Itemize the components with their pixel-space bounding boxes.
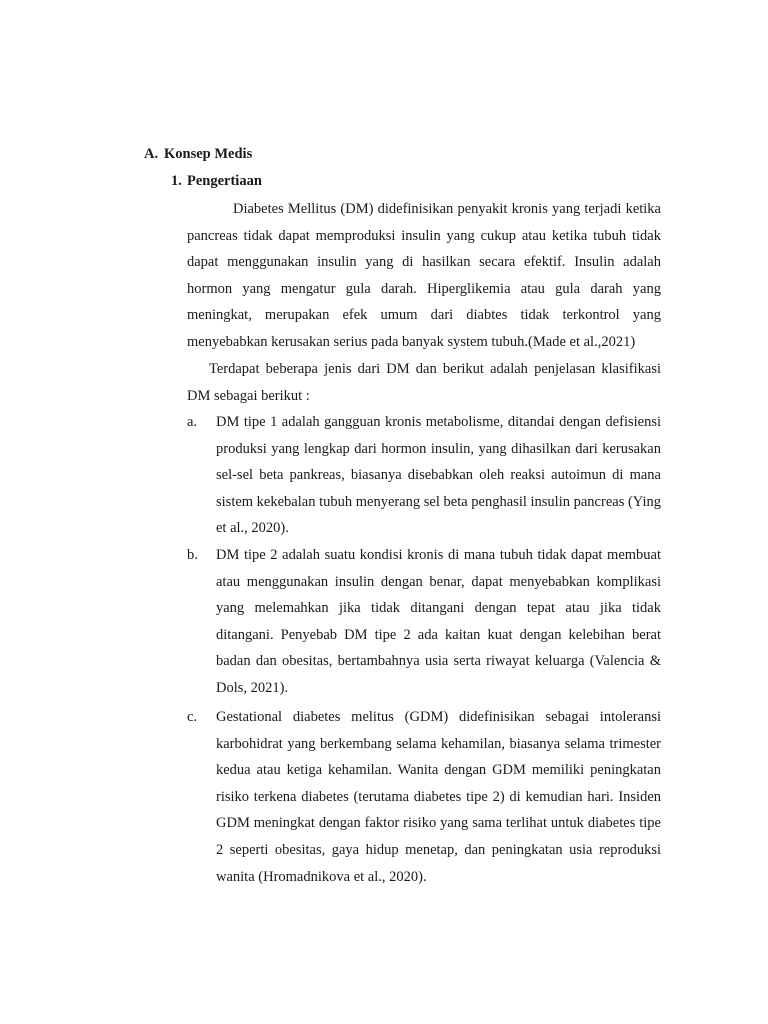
list-item-text: Gestational diabetes melitus (GDM) didefinisikan sebagai intoleransi karbohidrat yang berkembang selama kehamilan, biasanya selama trimester kedua atau ketiga kehamilan. Wanita dengan GDM memiliki peningkatan risiko terkena diabetes (terutama diabetes tipe 2) di kemudian hari. Insiden GDM meningkat dengan faktor risiko yang sama terlihat untuk diabetes tipe 2 seperti obesitas, gaya hidup menetap, dan peningkatan usia reproduksi wanita (Hromadnikova et al., 2020). [216, 709, 661, 885]
subsection-heading [171, 173, 262, 190]
list-item-text: DM tipe 1 adalah gangguan kronis metabolisme, ditandai dengan defisiensi produksi yang lengkap dari hormon insulin, yang dihasilkan dari kerusakan sel-sel beta pankreas, biasanya disebabkan oleh reaksi autoimun di mana sistem kekebalan tubuh menyerang sel beta penghasil insulin pancreas (Ying et al., 2020). [216, 414, 661, 537]
section-heading [144, 146, 252, 163]
list-item-text: DM tipe 2 adalah suatu kondisi kronis di mana tubuh tidak dapat membuat atau menggunakan insulin dengan benar, dapat menyebabkan komplikasi yang melemahkan jika tidak ditangani dengan tepat atau jika tidak ditangani. Penyebab DM tipe 2 ada kaitan kuat dengan kelebihan berat badan dan obesitas, bertambahnya usia serta riwayat keluarga (Valencia & Dols, 2021). [216, 547, 661, 696]
subsection-title: Pengertiaan [187, 173, 262, 189]
list-marker: a. [187, 414, 198, 430]
definition-paragraph: Diabetes Mellitus (DM) didefinisikan penyakit kronis yang terjadi ketika pancreas tidak dapat memproduksi insulin yang cukup atau ketika tubuh tidak dapat menggunakan insulin yang di hasilkan secara efektif. Insulin adalah hormon yang mengatur gula darah. Hiperglikemia atau gula darah yang meningkat, merupakan efek umum dari diabtes tidak terkontrol yang menyebabkan kerusakan serius pada banyak system tubuh.(Made et al.,2021) [187, 201, 661, 350]
subsection-marker: 1. [171, 173, 182, 189]
classification-intro-paragraph: Terdapat beberapa jenis dari DM dan berikut adalah penjelasan klasifikasi DM sebagai berikut : [187, 361, 661, 404]
section-title: Konsep Medis [164, 146, 253, 162]
section-marker: A. [144, 146, 159, 162]
list-marker: b. [187, 547, 198, 563]
list-marker: c. [187, 709, 198, 725]
